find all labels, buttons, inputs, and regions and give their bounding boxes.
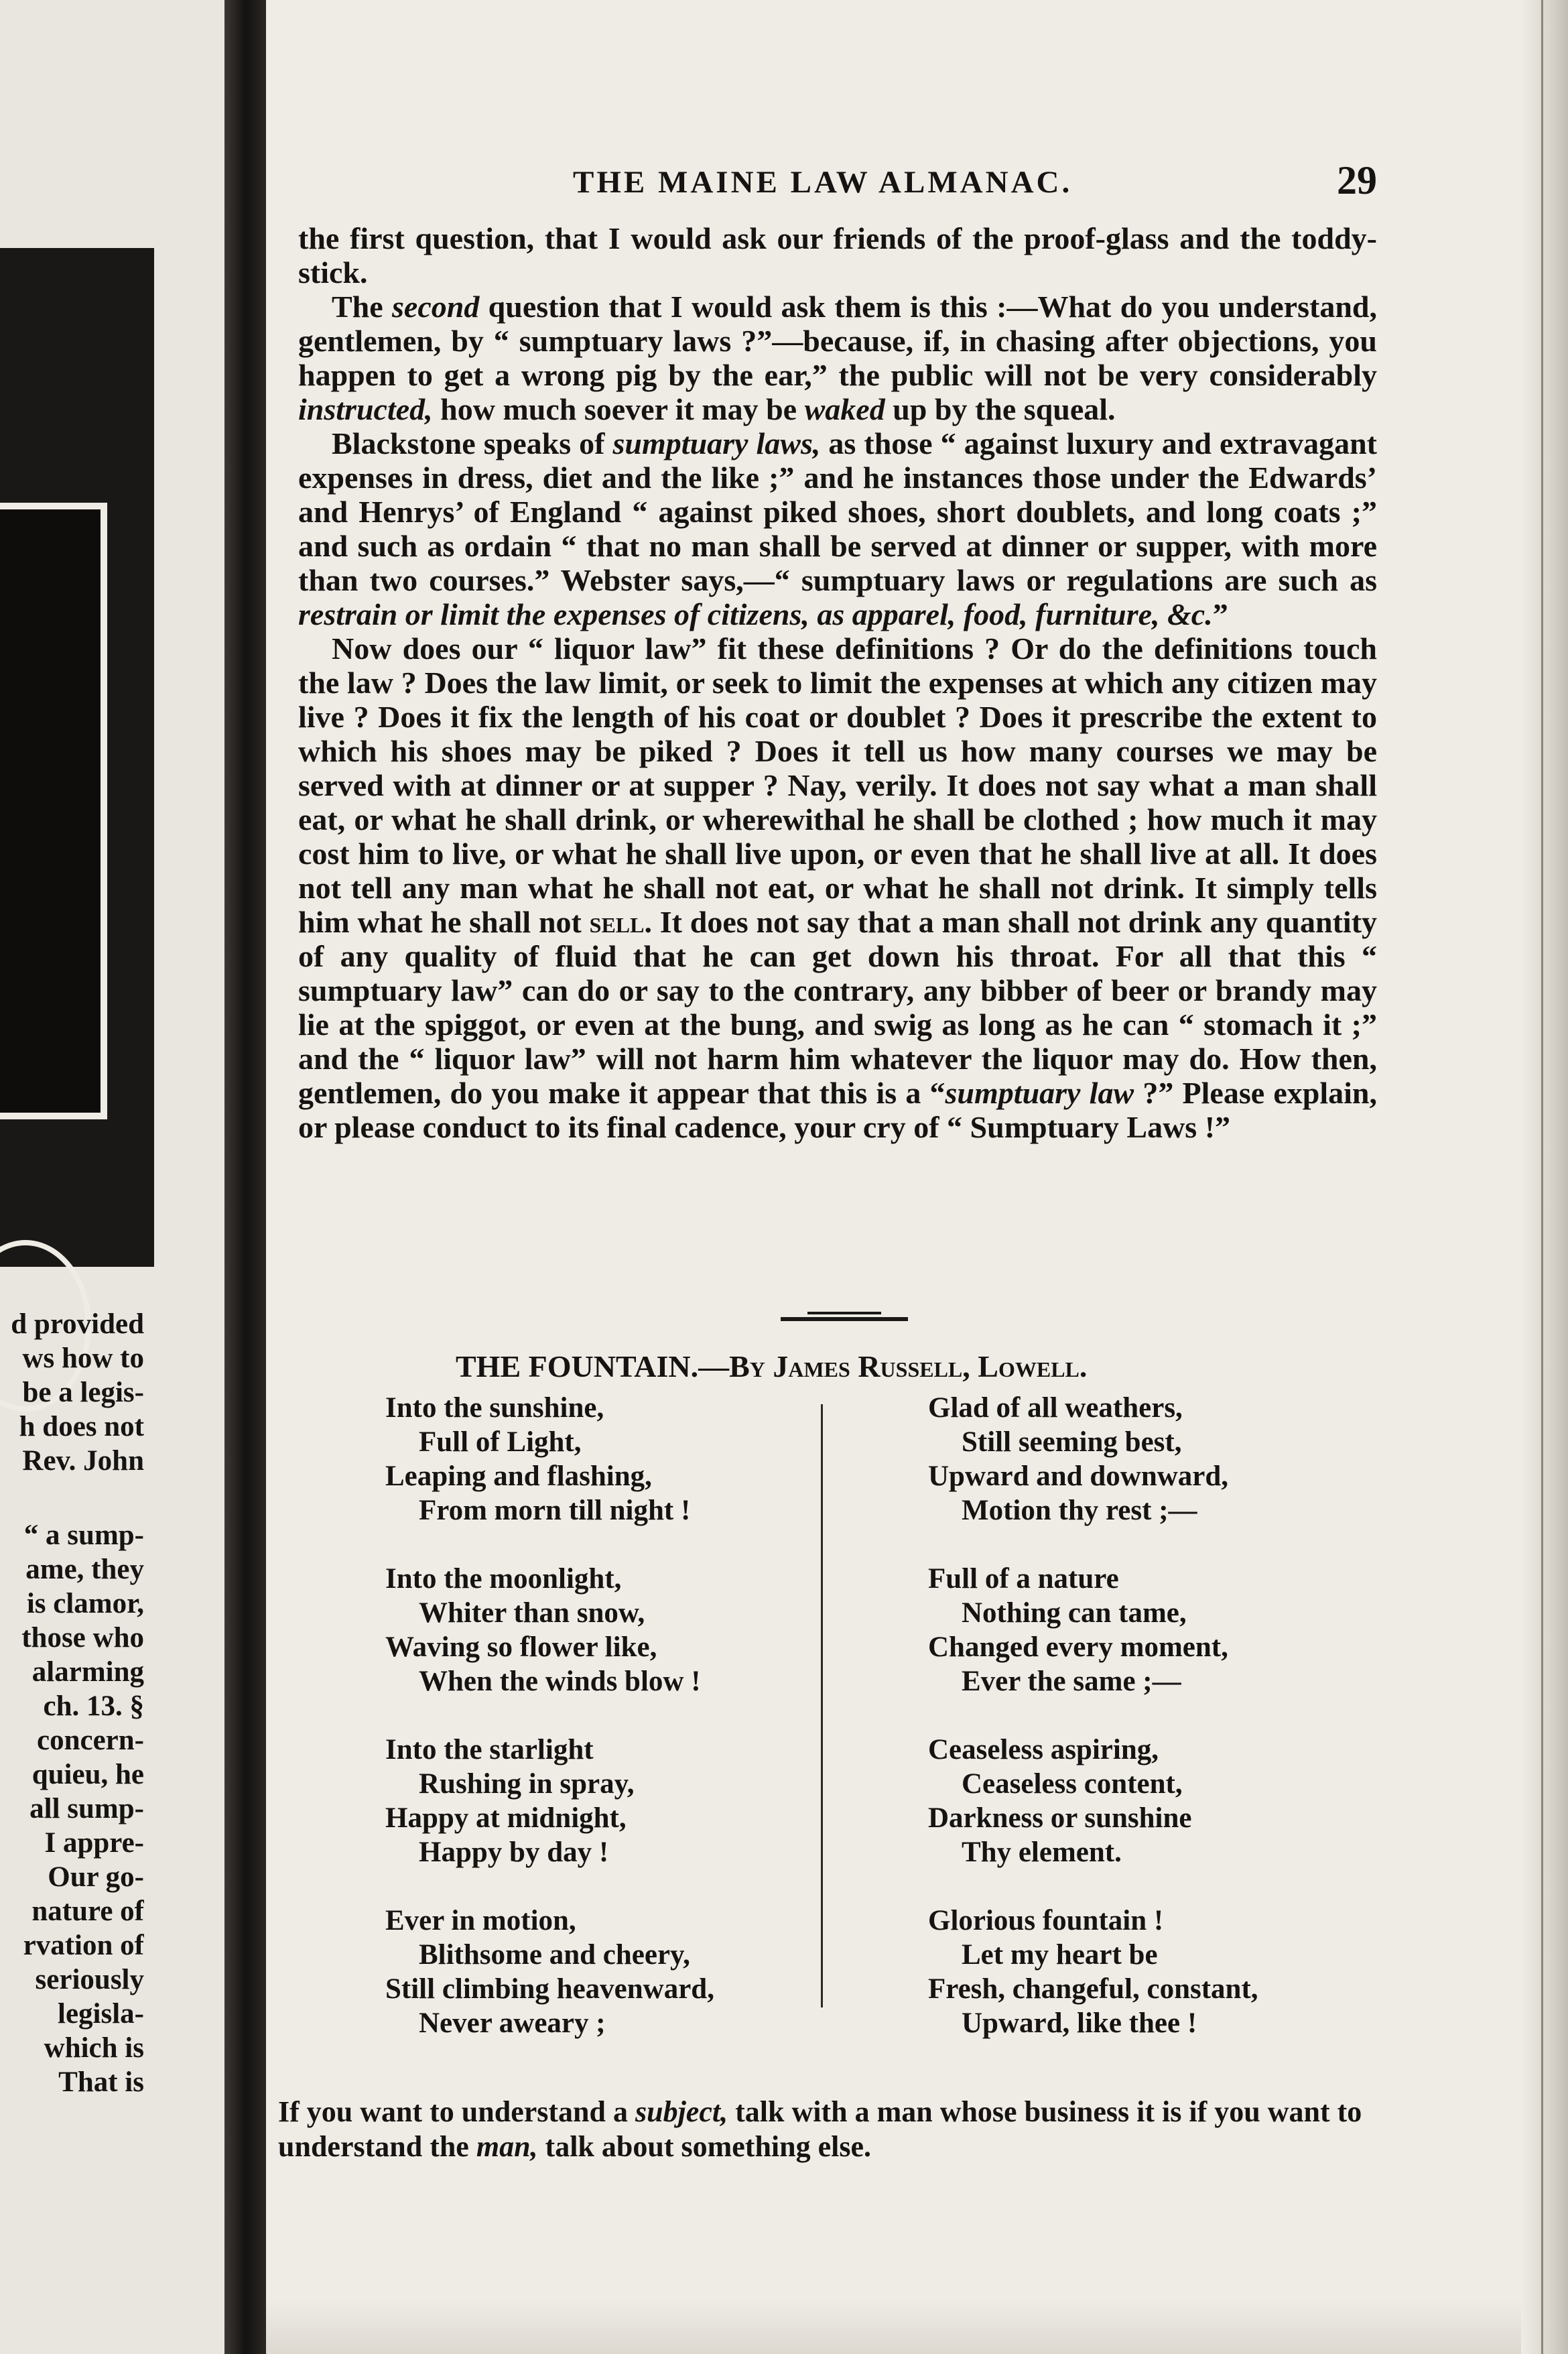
facing-page-line: Rev. John [22,1445,144,1477]
running-head [298,158,1377,211]
facing-page-line: ws how to [22,1343,144,1374]
paragraph-4: Now does our “ liquor law” fit these definitions ? Or do the definitions touch the law ? Does the law limit, or seek to limit the expenses at which any citizen may live ? Does it fix the length of his coat or doublet ? Does it prescribe the extent to which his shoes may be piked ? Does it tell us how many courses we may be served with at dinner or at supper ? Nay, verily. It does not say what a man shall eat, or what he shall drink, or wherewithal he shall be clothed ; how much it may cost him to live, or what he shall live upon, or even that he shall live at all. It does not tell any man what he shall not eat, or what he shall not drink. It simply tells him what he shall not sell. It does not say that a man shall not drink any quantity of any quality of fluid that he can get down his throat. For all that this “ sumptuary law” can do or say to the contrary, any bibber of beer or brandy may lie at the spiggot, or even at the bung, and swig as long as he can “ stomach it ;” and the “ liquor law” will not harm him whatever the liquor may do. How then, gentlemen, do you make it appear that this is a “sumptuary law ?” Please explain, or please conduct to its final cadence, your cry of “ Sumptuary Laws !” [298,631,1378,1144]
poem-line: Into the starlight [385,1734,594,1766]
facing-page-line: ame, they [25,1554,144,1585]
poem-line: From morn till night ! [419,1495,691,1526]
facing-page-line: That is [58,2066,144,2098]
facing-page-line: concern- [37,1725,144,1756]
poem-line: Full of Light, [419,1426,582,1458]
poem-line: Never aweary ; [419,2007,606,2039]
poem-line: Into the moonlight, [385,1563,622,1595]
facing-page [0,0,224,2354]
poem-line: Ever the same ;— [962,1666,1181,1697]
poem-line: Nothing can tame, [962,1597,1187,1629]
section-ornament [781,1310,908,1330]
page-edge [1521,0,1568,2354]
facing-page-line: h does not [19,1411,144,1442]
poem-line: Whiter than snow, [419,1597,645,1629]
poem-stanza [385,1733,801,1869]
footer-maxim: If you want to understand a subject, talk with a man whose business it is if you want to understand the man, talk about something else. [278,2095,1362,2163]
poem-stanza [385,1391,801,1528]
poem-line: Into the sunshine, [385,1392,604,1424]
facing-page-line: be a legis- [22,1377,144,1408]
facing-page-line: ch. 13. § [43,1690,144,1722]
poem-stanza [928,1391,1344,1528]
facing-page-line: which is [44,2032,144,2064]
poem-line: Rushing in spray, [419,1768,635,1800]
poem-stanza [928,1733,1344,1869]
poem-stanza [385,1562,801,1698]
facing-page-line: rvation of [23,1930,144,1961]
facing-page-line: is clamor, [26,1588,144,1619]
book-gutter [224,0,266,2354]
facing-page-line: “ a sump- [23,1520,144,1551]
running-title: THE MAINE LAW ALMANAC. [573,165,1073,200]
poem-stanza [385,1904,801,2040]
facing-page-line: seriously [35,1964,144,1995]
poem-line: Blithsome and cheery, [419,1939,690,1971]
poem-line: Full of a nature [928,1563,1119,1595]
poem-right-column [928,1391,1344,2074]
paragraph-2: The second question that I would ask them is this :—What do you understand, gentlemen, by “ sumptuary laws ?”—because, if, in chasing after objections, you happen to get a wrong pig by the ear,” the public will not be very considerably instructed, how much soever it may be waked up by the squeal. [298,290,1377,426]
poem-line: Still climbing heavenward, [385,1973,714,2005]
facing-page-line: Our go- [48,1861,144,1893]
poem-line: Changed every moment, [928,1631,1228,1663]
poem-line: Glad of all weathers, [928,1392,1183,1424]
poem-line: Glorious fountain ! [928,1905,1164,1936]
poem-line: Darkness or sunshine [928,1802,1192,1834]
poem-title: THE FOUNTAIN.—By James Russell, Lowell. [456,1349,1088,1383]
poem-line: Ceaseless content, [962,1768,1183,1800]
poem-column-rule [821,1404,823,2007]
poem-line: Leaping and flashing, [385,1461,652,1492]
facing-page-line: I appre- [44,1827,144,1859]
poem-line: Thy element. [962,1837,1122,1868]
facing-page-line: d provided [11,1308,144,1340]
poem-line: Happy at midnight, [385,1802,627,1834]
woodcut-frame [0,503,107,1119]
paragraph-1: the first question, that I would ask our friends of the proof-glass and the toddy-stick. [298,221,1377,290]
page [278,0,1378,2354]
poem-line: Happy by day ! [419,1837,609,1868]
facing-page-text [0,1307,144,2099]
poem-author: By James Russell, Lowell. [729,1349,1088,1383]
poem-line: Waving so flower like, [385,1631,657,1663]
poem-stanza [928,1904,1344,2040]
poem-line: When the winds blow ! [419,1666,701,1697]
poem-line: Motion thy rest ;— [962,1495,1197,1526]
facing-page-line: nature of [31,1896,144,1927]
facing-page-line: those who [21,1622,144,1654]
poem-line: Still seeming best, [962,1426,1182,1458]
poem-line: Upward and downward, [928,1461,1229,1492]
woodcut-illustration [0,248,154,1267]
poem-line: Fresh, changeful, constant, [928,1973,1258,2005]
poem-line: Let my heart be [962,1939,1158,1971]
poem-stanza [928,1562,1344,1698]
paragraph-3: Blackstone speaks of sumptuary laws, as those “ against luxury and extravagant expenses in dress, diet and the like ;” and he instances those under the Edwards’ and Henrys’ of England “ against piked shoes, short doublets, and long coats ;” and such as ordain “ that no man shall be served at dinner or supper, with more than two courses.” Webster says,—“ sumptuary laws or regulations are such as restrain or limit the expenses of citizens, as apparel, food, furniture, &c.” [298,426,1377,631]
article-body [298,221,1377,1144]
poem-line: Upward, like thee ! [962,2007,1197,2039]
facing-page-line: quieu, he [31,1759,144,1790]
page-bottom-edge [266,2299,1521,2354]
poem-left-column [385,1391,801,2074]
page-number: 29 [1337,158,1377,202]
facing-page-line: legisla- [58,1998,144,2030]
poem-line: Ever in motion, [385,1905,576,1936]
facing-page-line: alarming [31,1656,144,1688]
poem-line: Ceaseless aspiring, [928,1734,1159,1766]
facing-page-line: all sump- [29,1793,144,1824]
